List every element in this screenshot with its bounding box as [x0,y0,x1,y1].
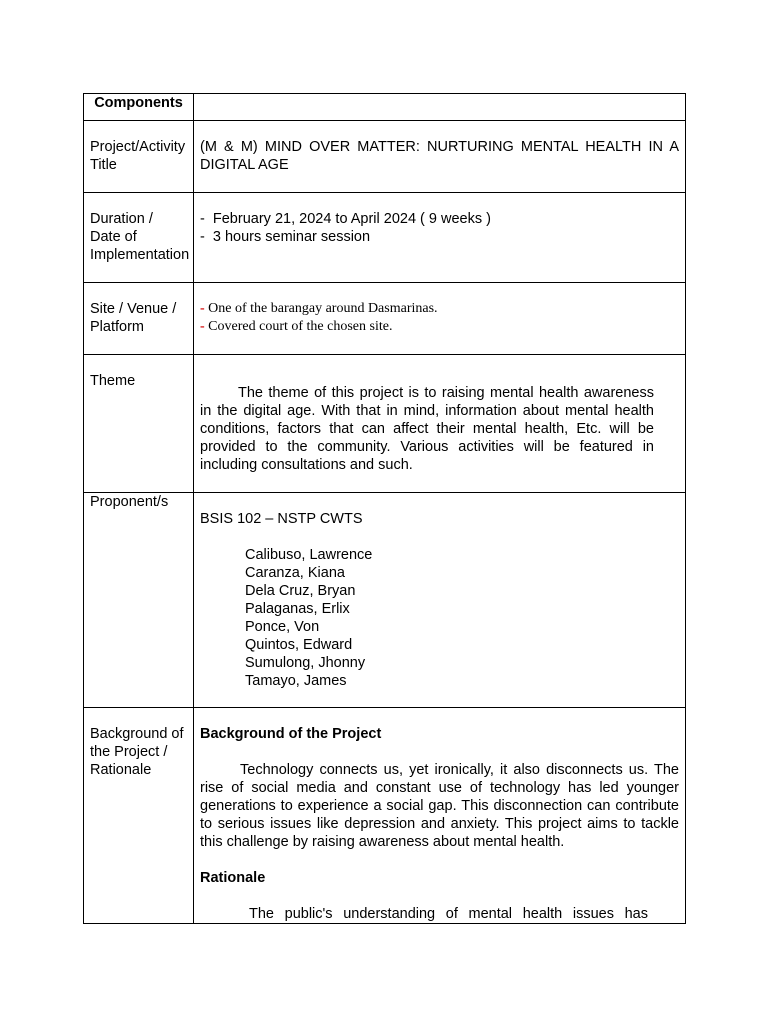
label-background: Background of the Project / Rationale [84,708,194,924]
background-text: Technology connects us, yet ironically, it also disconnects us. The rise of social media and constant use of technology has led younger generations to experience a social gap. This disconnection can contribute to serious issues like depression and anxiety. This project aims to tackle this challenge by raising awareness about mental health. [200,762,679,850]
proponent-name: Tamayo, James [245,673,347,689]
value-title: (M & M) MIND OVER MATTER: NURTURING MENTAL HEALTH IN A DIGITAL AGE [194,121,686,193]
proponent-name: Caranza, Kiana [245,565,345,581]
proponent-name: Quintos, Edward [245,637,353,653]
rationale-text: The public's understanding of mental health issues has [249,906,648,922]
row-background [84,708,686,924]
proponent-name: Calibuso, Lawrence [245,547,373,563]
label-proponents: Proponent/s [84,493,194,708]
row-title [84,121,686,193]
site-item: - Covered court of the chosen site. [200,319,393,334]
header-empty [194,94,686,121]
row-duration [84,193,686,283]
value-background [194,708,686,924]
proponent-name: Sumulong, Jhonny [245,655,366,671]
components-table [83,93,686,924]
proponent-name: Ponce, Von [245,619,320,635]
label-site: Site / Venue / Platform [84,283,194,355]
value-site [194,283,686,355]
value-proponents [194,493,686,708]
duration-item: - 3 hours seminar session [200,229,371,245]
rationale-heading: Rationale [200,870,266,886]
value-theme: The theme of this project is to raising mental health awareness in the digital age. With that in mind, information about mental health conditions, factors that can affect their mental health, Etc. will be provided to the community. Various activities will be featured in including consultations and such. [194,355,686,493]
label-title: Project/Activity Title [84,121,194,193]
value-duration [194,193,686,283]
row-proponents [84,493,686,708]
row-site [84,283,686,355]
background-heading: Background of the Project [200,726,382,742]
row-theme [84,355,686,493]
label-theme: Theme [84,355,194,493]
label-duration: Duration / Date of Implementation [84,193,194,283]
site-item: - One of the barangay around Dasmarinas. [200,301,438,316]
header-components: Components [84,94,194,121]
proponent-name: Palaganas, Erlix [245,601,350,617]
proponent-group: BSIS 102 – NSTP CWTS [200,511,363,527]
proponent-names [200,546,679,690]
proponent-name: Dela Cruz, Bryan [245,583,356,599]
duration-item: - February 21, 2024 to April 2024 ( 9 weeks ) [200,211,491,227]
